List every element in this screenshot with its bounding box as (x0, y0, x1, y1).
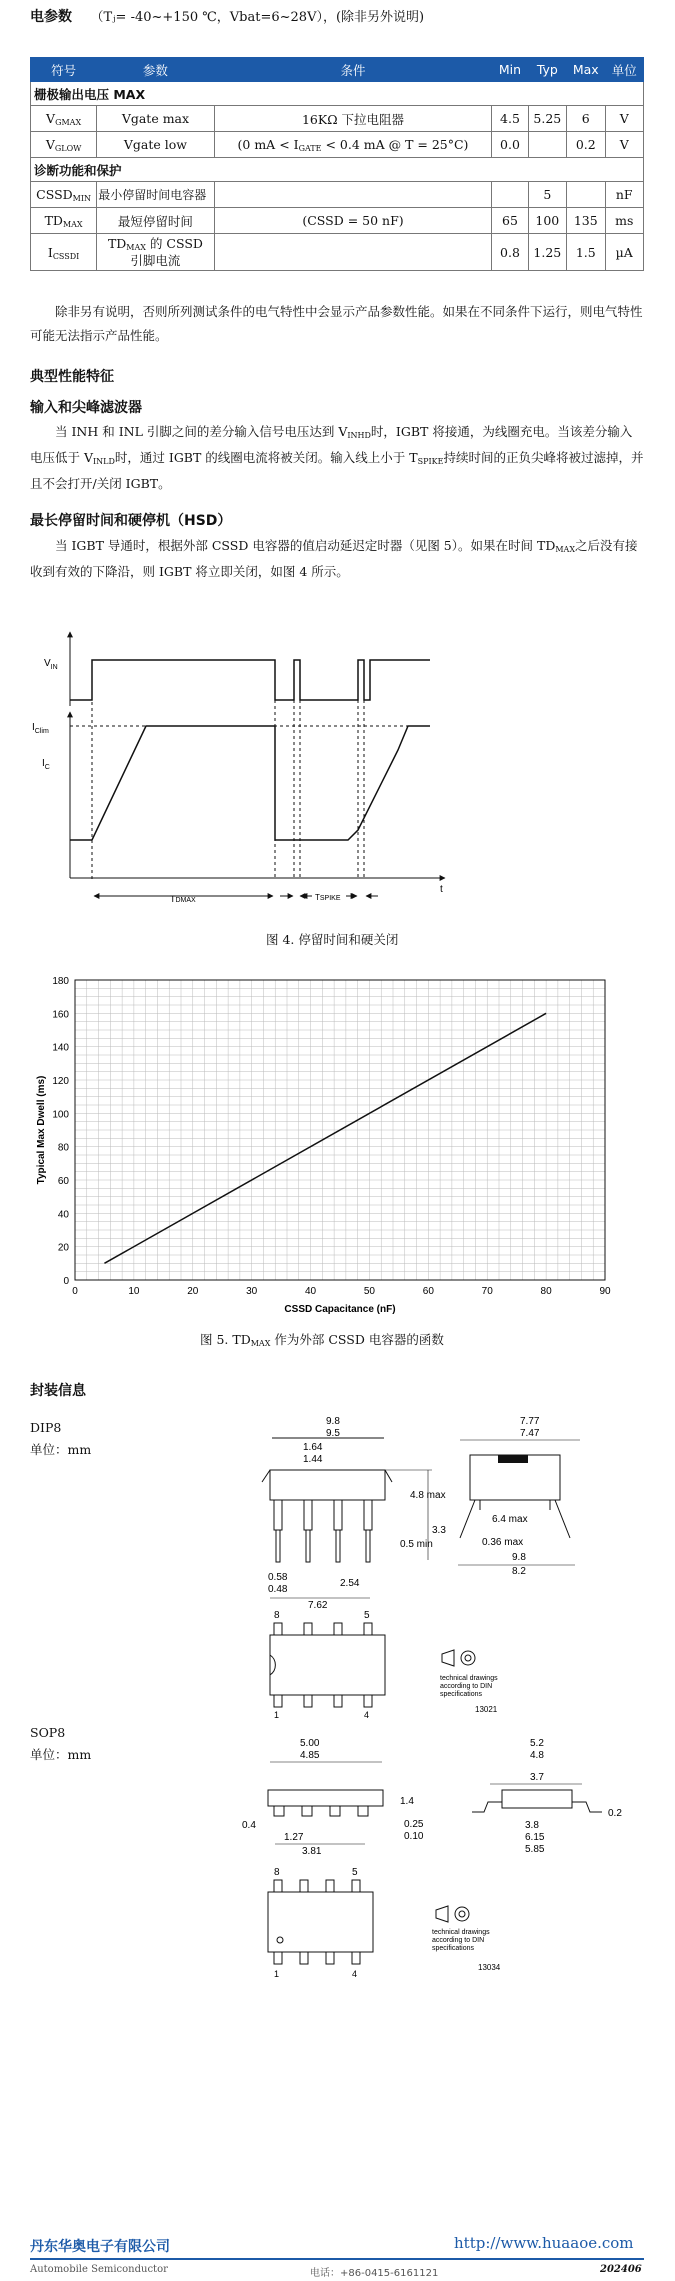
cell-max: 135 (567, 208, 605, 234)
cell-parameter: 最小停留时间电容器 (97, 182, 214, 208)
cell-condition: 16KΩ 下拉电阻器 (214, 106, 492, 132)
svg-text:4: 4 (364, 1710, 370, 1720)
svg-text:5.2: 5.2 (530, 1738, 544, 1749)
svg-text:1: 1 (274, 1969, 280, 1979)
svg-text:7.77: 7.77 (520, 1416, 540, 1427)
svg-text:0.48: 0.48 (268, 1584, 288, 1595)
svg-text:specifications: specifications (432, 1945, 475, 1952)
section-typical: 典型性能特征 (30, 369, 114, 385)
projection-symbol-icon (442, 1650, 475, 1666)
sop-name: SOP8 (30, 1725, 66, 1740)
x-tick-label: 70 (481, 1286, 493, 1297)
vin-label: $V_{IN}$ (44, 658, 58, 671)
svg-text:0.58: 0.58 (268, 1572, 288, 1583)
y-tick-label: 0 (63, 1276, 69, 1287)
footer-phone: 电话：+86-0415-6161121 (310, 2268, 439, 2279)
svg-text:5.85: 5.85 (525, 1844, 545, 1855)
svg-text:1.44: 1.44 (303, 1454, 323, 1465)
cell-min: 65 (492, 208, 528, 234)
electrical-parameters-table (30, 57, 644, 271)
footer-url[interactable]: http://www.huaaoe.com (454, 2234, 634, 2252)
svg-text:2.54: 2.54 (340, 1578, 360, 1589)
svg-text:4: 4 (352, 1969, 358, 1979)
cell-max: 1.5 (567, 234, 605, 271)
svg-text:7.47: 7.47 (520, 1428, 540, 1439)
svg-text:technical drawings: technical drawings (432, 1929, 490, 1936)
cell-max: 6 (567, 106, 605, 132)
svg-text:13021: 13021 (475, 1705, 498, 1714)
y-tick-label: 60 (57, 1176, 69, 1187)
table-group-row (31, 158, 644, 182)
vin-waveform (70, 660, 430, 700)
ic-waveform (70, 726, 430, 840)
dip-unit: 单位：mm (30, 1442, 92, 1457)
sop-unit: 单位：mm (30, 1747, 92, 1762)
cell-symbol: $TD_{MAX}$ (31, 208, 97, 234)
svg-text:0.36 max: 0.36 max (482, 1537, 524, 1548)
tdmax-label: TDMAX (170, 894, 196, 904)
svg-text:5.00: 5.00 (300, 1738, 320, 1749)
cell-parameter: 最短停留时间 (97, 208, 214, 234)
svg-text:0.4: 0.4 (242, 1820, 256, 1831)
svg-text:13034: 13034 (478, 1963, 501, 1972)
footer-subcompany: Automobile Semiconductor (30, 2264, 168, 2275)
y-tick-label: 40 (57, 1209, 69, 1221)
th-symbol: 符号 (31, 58, 97, 82)
svg-text:6.15: 6.15 (525, 1832, 545, 1843)
note-paragraph: 除非另有说明，否则所列测试条件的电气特性中会显示产品参数性能。如果在不同条件下运行，则电气特性可能无法指示产品性能。 (30, 304, 643, 343)
th-condition: 条件 (214, 58, 492, 82)
svg-text:5: 5 (352, 1867, 358, 1878)
x-tick-label: 0 (72, 1286, 78, 1297)
svg-text:technical drawings: technical drawings (440, 1675, 498, 1682)
footer-date: 202406 (600, 2264, 642, 2275)
filter-paragraph: 当 INH 和 INL 引脚之间的差分输入信号电压达到 $V_{INHD}$时，IGBT 将接通，为线圈充电。当该差分输入电压低于 $V_{INLD}$时，通过 IGBT 的线圈电流将被关闭。输入线上小于 $T_{SPIKE}$持续时间的正负尖峰将被过滤掉，并且不会打开/关闭 IGBT。 (30, 424, 644, 491)
th-max: Max (567, 58, 605, 82)
svg-text:1.4: 1.4 (400, 1796, 414, 1807)
th-typ: Typ (528, 58, 566, 82)
table-group-row (31, 82, 644, 106)
table-row (31, 208, 644, 234)
x-tick-label: 20 (187, 1286, 199, 1297)
svg-text:9.8: 9.8 (512, 1552, 526, 1563)
cell-typ (528, 132, 566, 158)
svg-text:8.2: 8.2 (512, 1566, 526, 1577)
cell-typ: 100 (528, 208, 566, 234)
figure5-caption: 图 5. $TD_{MAX}$ 作为外部 CSSD 电容器的函数 (200, 1332, 444, 1348)
svg-text:0.5 min: 0.5 min (400, 1539, 433, 1550)
sop8-drawing (240, 1732, 620, 2002)
hsd-paragraph: 当 IGBT 导通时，根据外部 CSSD 电容器的值启动延迟定时器（见图 5）。如果在时间 $TD_{MAX}$之后没有接收到有效的下降沿，则 IGBT 将立即关闭，如图 4 所示。 (30, 538, 638, 579)
tspike-label: TSPIKE (315, 893, 341, 902)
cell-parameter: Vgate max (97, 106, 214, 132)
svg-text:0.10: 0.10 (404, 1831, 424, 1842)
cell-condition (214, 234, 492, 271)
svg-text:8: 8 (274, 1867, 280, 1878)
footer-company: 丹东华奥电子有限公司 (30, 2239, 170, 2255)
svg-text:according to DIN: according to DIN (432, 1937, 485, 1944)
y-tick-label: 100 (52, 1109, 69, 1121)
cell-max: 0.2 (567, 132, 605, 158)
cell-symbol: $I_{CSSDI}$ (31, 234, 97, 271)
cell-unit: V (605, 106, 644, 132)
cell-parameter: Vgate low (97, 132, 214, 158)
th-parameter: 参数 (97, 58, 214, 82)
cell-unit: V (605, 132, 644, 158)
header-conditions: （Tⱼ= -40~+150 ℃，Vbat=6~28V），(除非另外说明) (90, 10, 425, 25)
y-axis-label: Typical Max Dwell (ms) (36, 1075, 47, 1185)
svg-text:3.8: 3.8 (525, 1820, 539, 1831)
svg-text:3.3: 3.3 (432, 1525, 446, 1536)
y-tick-label: 180 (52, 976, 69, 987)
cell-min (492, 182, 528, 208)
iclim-label: $I_{Clim}$ (32, 722, 49, 735)
group-diagnostics: 诊断功能和保护 (31, 158, 644, 182)
cell-max (567, 182, 605, 208)
cell-unit: ms (605, 208, 644, 234)
y-tick-label: 160 (52, 1009, 69, 1021)
cell-typ: 5.25 (528, 106, 566, 132)
x-tick-label: 60 (422, 1286, 434, 1297)
table-row (31, 182, 644, 208)
timing-diagram (30, 620, 650, 920)
cell-condition: (0 mA < $I_{GATE} < 0.4$ mA @ T = 25°C) (214, 132, 492, 158)
cell-min: 0.0 (492, 132, 528, 158)
svg-text:according to DIN: according to DIN (440, 1683, 493, 1690)
svg-text:5: 5 (364, 1610, 370, 1621)
cell-min: 4.5 (492, 106, 528, 132)
cell-condition: (CSSD = 50 nF) (214, 208, 492, 234)
projection-symbol-icon (436, 1906, 469, 1922)
cell-unit: µA (605, 234, 644, 271)
svg-text:4.85: 4.85 (300, 1750, 320, 1761)
x-tick-label: 50 (363, 1286, 376, 1297)
x-tick-label: 40 (304, 1286, 317, 1297)
cell-symbol: $V_{GLOW}$ (31, 132, 97, 158)
svg-text:0.25: 0.25 (404, 1819, 424, 1830)
svg-text:4.8 max: 4.8 max (410, 1490, 446, 1501)
svg-text:9.5: 9.5 (326, 1428, 340, 1439)
cell-unit: nF (605, 182, 644, 208)
header-title: 电参数 (30, 9, 72, 25)
t-label: t (440, 884, 443, 895)
figure4-caption: 图 4. 停留时间和硬关闭 (266, 932, 399, 947)
cell-symbol: $V_{GMAX}$ (31, 106, 97, 132)
table-header-row (31, 58, 644, 82)
x-tick-label: 10 (128, 1286, 140, 1297)
cell-condition (214, 182, 492, 208)
svg-text:4.8: 4.8 (530, 1750, 544, 1761)
x-axis-label: CSSD Capacitance (nF) (284, 1304, 396, 1315)
y-tick-label: 20 (57, 1242, 69, 1254)
svg-text:0.2: 0.2 (608, 1808, 622, 1819)
dwell-chart (30, 970, 650, 1320)
svg-text:1.27: 1.27 (284, 1832, 304, 1843)
y-tick-label: 80 (57, 1142, 69, 1154)
table-row (31, 106, 644, 132)
y-tick-label: 140 (52, 1042, 69, 1054)
dip8-drawing (250, 1410, 610, 1720)
cell-min: 0.8 (492, 234, 528, 271)
svg-text:8: 8 (274, 1610, 280, 1621)
svg-text:1.64: 1.64 (303, 1442, 323, 1453)
cell-typ: 5 (528, 182, 566, 208)
cell-parameter: $TD_{MAX}$ 的 CSSD 引脚电流 (97, 234, 214, 271)
cell-symbol: $CSSD_{MIN}$ (31, 182, 97, 208)
svg-text:3.81: 3.81 (302, 1846, 322, 1857)
svg-text:9.8: 9.8 (326, 1416, 340, 1427)
svg-text:7.62: 7.62 (308, 1600, 328, 1611)
x-tick-label: 90 (599, 1286, 611, 1297)
svg-text:specifications: specifications (440, 1691, 483, 1698)
cell-typ: 1.25 (528, 234, 566, 271)
y-tick-label: 120 (52, 1076, 69, 1087)
th-min: Min (492, 58, 528, 82)
th-unit: 单位 (605, 58, 644, 82)
table-row (31, 132, 644, 158)
section-filter: 输入和尖峰滤波器 (30, 400, 142, 416)
x-tick-label: 80 (540, 1286, 552, 1297)
package-title: 封装信息 (30, 1383, 86, 1399)
footer-rule (30, 2258, 644, 2260)
table-row (31, 234, 644, 271)
ic-label: $I_C$ (42, 758, 50, 771)
svg-text:6.4 max: 6.4 max (492, 1514, 528, 1525)
dip-name: DIP8 (30, 1420, 62, 1435)
group-gate-output: 栅极输出电压 MAX (31, 82, 644, 106)
svg-text:3.7: 3.7 (530, 1772, 544, 1783)
x-tick-label: 30 (246, 1286, 258, 1297)
page-header (30, 6, 424, 26)
section-hsd: 最长停留时间和硬停机（HSD） (30, 513, 232, 529)
svg-text:1: 1 (274, 1710, 280, 1720)
